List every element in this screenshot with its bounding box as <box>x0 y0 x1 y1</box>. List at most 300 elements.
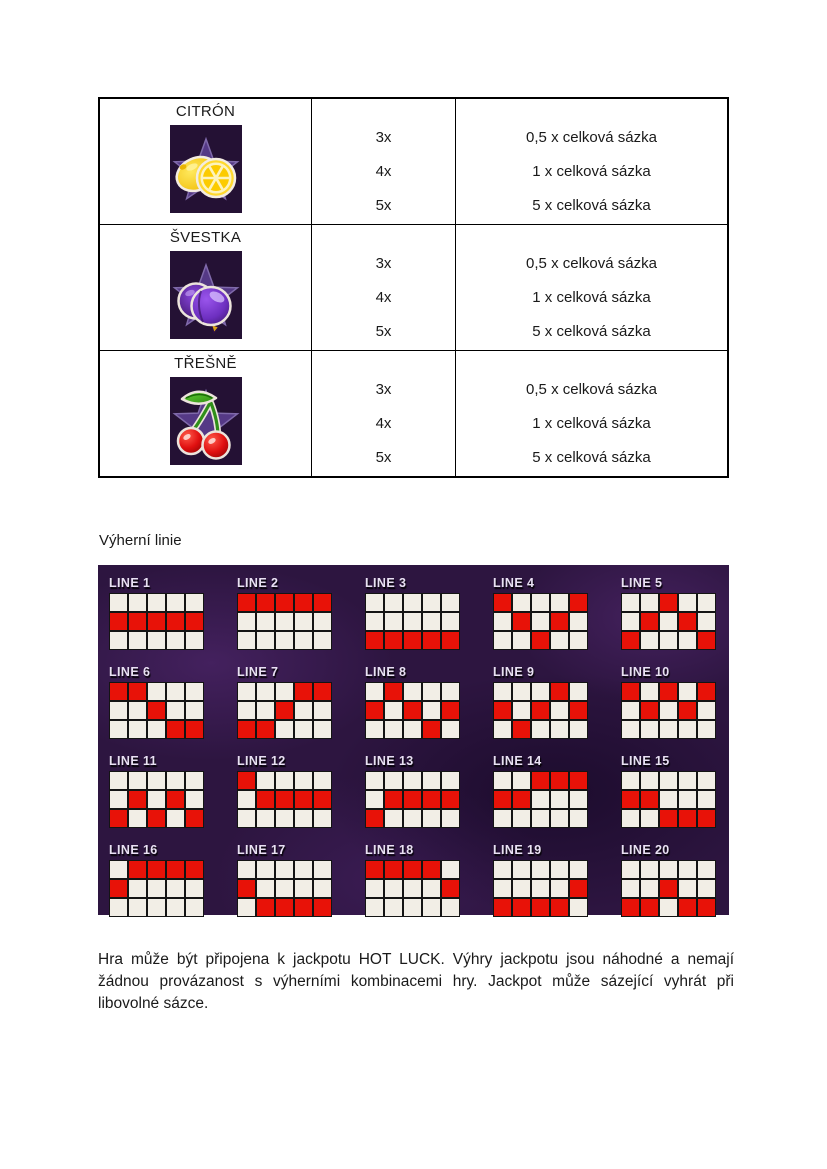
symbol-cell <box>100 99 312 224</box>
line-cell-on <box>621 682 640 701</box>
line-cell-off <box>512 860 531 879</box>
line-cell-on <box>147 860 166 879</box>
line-cell-off <box>422 879 441 898</box>
payout-value: 5 x celková sázka <box>532 448 651 466</box>
line-cell-off <box>659 790 678 809</box>
line-cell-on <box>678 701 697 720</box>
line-cell-on <box>441 631 460 650</box>
line-label: LINE 15 <box>621 754 670 768</box>
line-cell-off <box>237 682 256 701</box>
payout-value: 5 x celková sázka <box>532 196 651 214</box>
match-count: 5x <box>375 322 392 340</box>
line-pattern-grid <box>109 860 204 917</box>
line-cell-on <box>659 682 678 701</box>
line-cell-on <box>275 898 294 917</box>
line-cell-off <box>403 898 422 917</box>
line-cell-on <box>185 860 204 879</box>
line-cell-off <box>384 701 403 720</box>
line-cell-off <box>441 612 460 631</box>
line-cell-off <box>365 879 384 898</box>
line-cell-off <box>147 682 166 701</box>
line-label: LINE 13 <box>365 754 414 768</box>
line-cell-on <box>256 720 275 739</box>
lemon-icon <box>170 125 242 213</box>
line-block <box>237 754 332 828</box>
line-pattern-grid <box>621 682 716 739</box>
plum-icon <box>170 251 242 339</box>
line-label: LINE 7 <box>237 665 279 679</box>
line-cell-off <box>294 809 313 828</box>
line-cell-on <box>128 682 147 701</box>
line-cell-off <box>166 682 185 701</box>
line-cell-off <box>147 720 166 739</box>
match-count: 4x <box>375 414 392 432</box>
line-cell-on <box>275 593 294 612</box>
line-cell-off <box>569 790 588 809</box>
line-cell-on <box>384 790 403 809</box>
line-cell-on <box>659 593 678 612</box>
line-cell-on <box>531 898 550 917</box>
line-cell-off <box>185 771 204 790</box>
line-cell-on <box>422 720 441 739</box>
line-pattern-grid <box>621 860 716 917</box>
payout-value: 1 x celková sázka <box>532 414 651 432</box>
line-pattern-grid <box>237 593 332 650</box>
line-cell-off <box>697 701 716 720</box>
line-cell-off <box>384 898 403 917</box>
line-cell-off <box>147 879 166 898</box>
line-cell-on <box>512 790 531 809</box>
line-cell-off <box>531 860 550 879</box>
line-cell-off <box>569 682 588 701</box>
line-cell-off <box>275 879 294 898</box>
line-cell-on <box>640 612 659 631</box>
line-cell-off <box>697 593 716 612</box>
line-cell-off <box>128 701 147 720</box>
line-cell-off <box>493 720 512 739</box>
line-cell-off <box>147 771 166 790</box>
line-cell-off <box>640 593 659 612</box>
line-cell-off <box>365 682 384 701</box>
line-cell-off <box>621 809 640 828</box>
line-block <box>109 843 204 917</box>
line-cell-off <box>365 720 384 739</box>
line-cell-off <box>166 593 185 612</box>
line-label: LINE 17 <box>237 843 286 857</box>
line-cell-on <box>531 631 550 650</box>
line-cell-off <box>128 631 147 650</box>
winning-lines-heading: Výherní linie <box>99 532 182 549</box>
line-cell-on <box>550 682 569 701</box>
line-cell-on <box>384 860 403 879</box>
line-cell-off <box>313 701 332 720</box>
line-cell-off <box>384 879 403 898</box>
line-cell-on <box>384 631 403 650</box>
line-cell-on <box>441 701 460 720</box>
line-cell-on <box>384 682 403 701</box>
line-label: LINE 1 <box>109 576 151 590</box>
line-cell-on <box>294 682 313 701</box>
line-cell-off <box>294 771 313 790</box>
line-cell-on <box>365 631 384 650</box>
line-cell-off <box>403 879 422 898</box>
line-pattern-grid <box>109 593 204 650</box>
line-cell-off <box>147 898 166 917</box>
line-cell-on <box>441 790 460 809</box>
line-cell-off <box>512 593 531 612</box>
line-cell-off <box>569 631 588 650</box>
line-cell-off <box>147 631 166 650</box>
line-cell-off <box>237 790 256 809</box>
line-cell-off <box>493 682 512 701</box>
line-cell-off <box>109 701 128 720</box>
line-label: LINE 20 <box>621 843 670 857</box>
symbol-name: TŘEŠNĚ <box>174 355 237 372</box>
line-cell-off <box>659 631 678 650</box>
line-cell-off <box>569 898 588 917</box>
line-cell-off <box>128 898 147 917</box>
line-cell-off <box>422 593 441 612</box>
line-cell-on <box>697 809 716 828</box>
payout-value: 0,5 x celková sázka <box>526 254 657 272</box>
line-block <box>493 665 588 739</box>
line-cell-off <box>109 898 128 917</box>
line-cell-off <box>441 809 460 828</box>
line-cell-off <box>313 809 332 828</box>
match-count-cell <box>312 99 456 224</box>
line-cell-off <box>365 771 384 790</box>
line-cell-off <box>256 879 275 898</box>
line-cell-on <box>640 898 659 917</box>
line-cell-off <box>365 612 384 631</box>
line-cell-off <box>128 879 147 898</box>
line-cell-off <box>621 593 640 612</box>
line-cell-off <box>256 701 275 720</box>
line-cell-on <box>109 612 128 631</box>
line-cell-off <box>109 771 128 790</box>
line-cell-off <box>550 720 569 739</box>
line-cell-off <box>237 898 256 917</box>
cherries-icon <box>170 377 242 465</box>
line-cell-off <box>237 809 256 828</box>
line-cell-off <box>403 682 422 701</box>
line-cell-on <box>109 682 128 701</box>
line-cell-on <box>313 898 332 917</box>
line-cell-off <box>128 593 147 612</box>
line-cell-off <box>166 701 185 720</box>
line-cell-on <box>166 720 185 739</box>
line-cell-off <box>512 701 531 720</box>
line-cell-on <box>294 593 313 612</box>
line-cell-on <box>237 593 256 612</box>
match-count: 4x <box>375 288 392 306</box>
line-pattern-grid <box>237 771 332 828</box>
line-cell-on <box>109 809 128 828</box>
match-count: 3x <box>375 254 392 272</box>
line-cell-off <box>621 879 640 898</box>
line-cell-on <box>128 860 147 879</box>
line-cell-off <box>640 720 659 739</box>
line-cell-off <box>313 860 332 879</box>
line-label: LINE 11 <box>109 754 157 768</box>
match-count: 3x <box>375 380 392 398</box>
line-cell-off <box>365 898 384 917</box>
line-cell-off <box>678 631 697 650</box>
line-cell-off <box>621 860 640 879</box>
match-count: 5x <box>375 196 392 214</box>
line-cell-off <box>640 879 659 898</box>
line-cell-off <box>365 790 384 809</box>
line-label: LINE 5 <box>621 576 663 590</box>
line-cell-on <box>237 771 256 790</box>
line-cell-off <box>275 720 294 739</box>
line-label: LINE 9 <box>493 665 535 679</box>
line-cell-off <box>185 898 204 917</box>
line-block <box>365 576 460 650</box>
line-cell-on <box>569 771 588 790</box>
payout-value: 0,5 x celková sázka <box>526 380 657 398</box>
line-pattern-grid <box>621 593 716 650</box>
line-cell-off <box>531 682 550 701</box>
payout-cell <box>456 351 727 476</box>
line-cell-on <box>313 790 332 809</box>
line-cell-off <box>275 612 294 631</box>
line-cell-off <box>678 682 697 701</box>
line-cell-off <box>621 771 640 790</box>
line-pattern-grid <box>365 771 460 828</box>
line-cell-off <box>128 809 147 828</box>
line-cell-off <box>441 720 460 739</box>
line-cell-off <box>294 879 313 898</box>
paytable-row <box>100 350 727 476</box>
line-cell-off <box>313 771 332 790</box>
line-cell-on <box>237 720 256 739</box>
line-cell-on <box>313 682 332 701</box>
line-cell-on <box>166 612 185 631</box>
line-cell-on <box>493 593 512 612</box>
line-pattern-grid <box>237 860 332 917</box>
line-block <box>493 754 588 828</box>
line-cell-off <box>697 790 716 809</box>
line-cell-off <box>659 860 678 879</box>
line-cell-off <box>185 682 204 701</box>
line-cell-off <box>640 631 659 650</box>
payout-cell <box>456 225 727 350</box>
line-label: LINE 14 <box>493 754 542 768</box>
line-cell-off <box>166 771 185 790</box>
line-cell-off <box>493 771 512 790</box>
line-cell-on <box>403 631 422 650</box>
line-cell-off <box>550 593 569 612</box>
line-cell-off <box>166 809 185 828</box>
match-count-cell <box>312 225 456 350</box>
line-cell-on <box>147 809 166 828</box>
line-cell-on <box>697 898 716 917</box>
line-block <box>493 843 588 917</box>
line-block <box>365 754 460 828</box>
line-cell-off <box>640 771 659 790</box>
line-cell-off <box>384 612 403 631</box>
line-cell-off <box>403 809 422 828</box>
line-cell-off <box>185 790 204 809</box>
line-cell-off <box>621 612 640 631</box>
line-cell-on <box>422 631 441 650</box>
line-cell-on <box>697 631 716 650</box>
line-cell-on <box>493 790 512 809</box>
line-cell-on <box>659 809 678 828</box>
line-cell-on <box>237 879 256 898</box>
line-cell-off <box>550 701 569 720</box>
line-block <box>237 576 332 650</box>
line-cell-on <box>403 860 422 879</box>
line-cell-off <box>403 771 422 790</box>
line-cell-on <box>256 593 275 612</box>
match-count: 5x <box>375 448 392 466</box>
line-cell-off <box>493 860 512 879</box>
line-cell-on <box>512 612 531 631</box>
line-cell-off <box>294 701 313 720</box>
line-cell-on <box>422 790 441 809</box>
line-cell-off <box>678 720 697 739</box>
line-cell-off <box>237 860 256 879</box>
line-cell-on <box>640 701 659 720</box>
line-pattern-grid <box>237 682 332 739</box>
line-cell-on <box>493 898 512 917</box>
line-cell-off <box>275 809 294 828</box>
line-cell-off <box>256 771 275 790</box>
line-cell-on <box>166 860 185 879</box>
line-cell-on <box>147 612 166 631</box>
line-block <box>237 665 332 739</box>
line-cell-off <box>678 790 697 809</box>
line-cell-on <box>569 701 588 720</box>
line-cell-off <box>550 860 569 879</box>
match-count: 3x <box>375 128 392 146</box>
line-pattern-grid <box>365 593 460 650</box>
line-cell-off <box>550 631 569 650</box>
line-cell-off <box>237 631 256 650</box>
line-cell-off <box>659 771 678 790</box>
line-cell-off <box>166 631 185 650</box>
line-cell-on <box>275 790 294 809</box>
line-pattern-grid <box>493 682 588 739</box>
line-pattern-grid <box>365 682 460 739</box>
line-cell-off <box>109 860 128 879</box>
line-cell-on <box>659 879 678 898</box>
match-count: 4x <box>375 162 392 180</box>
line-cell-off <box>422 701 441 720</box>
line-cell-off <box>569 720 588 739</box>
line-cell-on <box>493 701 512 720</box>
line-cell-off <box>422 809 441 828</box>
line-cell-off <box>237 612 256 631</box>
line-cell-off <box>185 631 204 650</box>
line-cell-off <box>422 771 441 790</box>
line-cell-on <box>365 701 384 720</box>
line-cell-off <box>512 771 531 790</box>
symbol-name: CITRÓN <box>175 103 236 120</box>
line-cell-on <box>185 720 204 739</box>
line-cell-off <box>659 612 678 631</box>
paytable-row <box>100 99 727 224</box>
line-cell-on <box>569 879 588 898</box>
winning-lines-panel <box>98 565 729 915</box>
payout-value: 5 x celková sázka <box>532 322 651 340</box>
line-cell-off <box>697 879 716 898</box>
line-pattern-grid <box>109 771 204 828</box>
line-cell-off <box>512 809 531 828</box>
line-block <box>621 754 716 828</box>
line-cell-off <box>441 898 460 917</box>
line-cell-off <box>109 790 128 809</box>
paytable-row <box>100 224 727 350</box>
line-cell-off <box>550 790 569 809</box>
line-cell-off <box>441 860 460 879</box>
payout-value: 1 x celková sázka <box>532 162 651 180</box>
line-cell-off <box>109 631 128 650</box>
line-cell-off <box>678 879 697 898</box>
line-cell-on <box>441 879 460 898</box>
line-cell-off <box>275 682 294 701</box>
line-cell-off <box>294 612 313 631</box>
line-cell-on <box>621 898 640 917</box>
line-cell-off <box>640 682 659 701</box>
line-cell-on <box>422 860 441 879</box>
line-cell-off <box>275 771 294 790</box>
line-cell-off <box>185 701 204 720</box>
line-cell-off <box>493 809 512 828</box>
line-cell-off <box>550 809 569 828</box>
line-label: LINE 8 <box>365 665 407 679</box>
line-cell-on <box>569 593 588 612</box>
line-cell-off <box>166 879 185 898</box>
line-cell-off <box>441 593 460 612</box>
line-cell-off <box>275 631 294 650</box>
line-block <box>109 576 204 650</box>
line-pattern-grid <box>493 860 588 917</box>
line-cell-off <box>147 593 166 612</box>
line-cell-on <box>531 771 550 790</box>
line-cell-on <box>185 612 204 631</box>
line-cell-off <box>678 860 697 879</box>
line-cell-off <box>659 720 678 739</box>
line-label: LINE 16 <box>109 843 158 857</box>
line-cell-off <box>493 612 512 631</box>
line-block <box>621 665 716 739</box>
line-cell-off <box>569 860 588 879</box>
line-cell-off <box>678 593 697 612</box>
line-label: LINE 19 <box>493 843 542 857</box>
line-cell-off <box>128 720 147 739</box>
line-pattern-grid <box>109 682 204 739</box>
line-cell-on <box>256 790 275 809</box>
line-cell-off <box>531 720 550 739</box>
line-cell-on <box>512 898 531 917</box>
paytable-table <box>98 97 729 478</box>
payout-value: 1 x celková sázka <box>532 288 651 306</box>
line-cell-off <box>569 809 588 828</box>
line-cell-off <box>550 879 569 898</box>
line-cell-off <box>294 631 313 650</box>
line-cell-off <box>313 631 332 650</box>
line-cell-off <box>109 593 128 612</box>
line-cell-off <box>531 879 550 898</box>
line-cell-off <box>422 682 441 701</box>
line-cell-off <box>640 809 659 828</box>
line-cell-off <box>185 593 204 612</box>
line-cell-off <box>422 612 441 631</box>
line-cell-on <box>550 612 569 631</box>
